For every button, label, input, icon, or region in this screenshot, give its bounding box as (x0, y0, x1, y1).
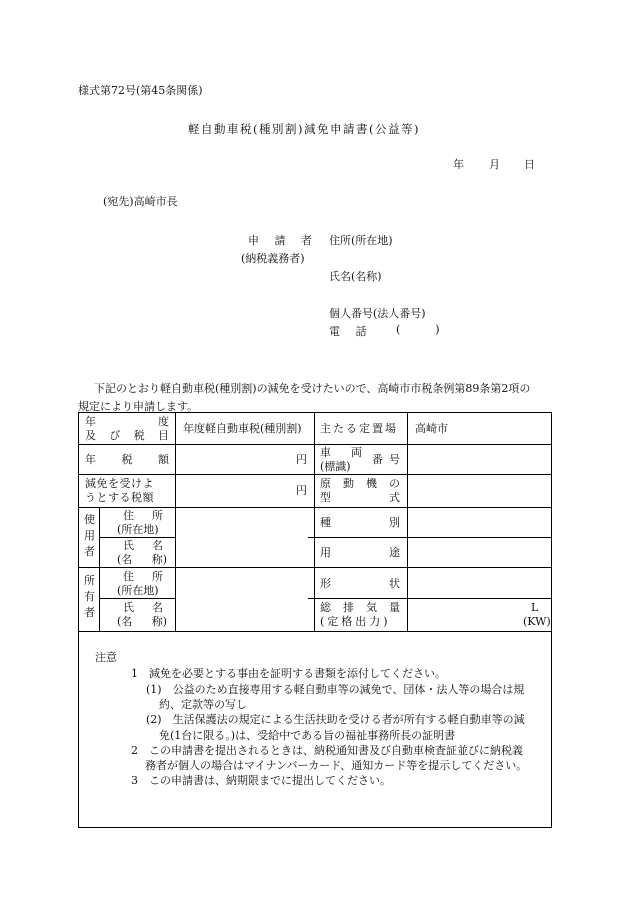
engine-label-1: 原 動 機 の (320, 477, 400, 490)
rated-output-label: (定格出力) (320, 615, 391, 628)
owner-shape-label: 形 状 (320, 577, 400, 590)
intro-line-1: 下記のとおり軽自動車税(種別割)の減免を受けたいので、高崎市市税条例第89条第2項の (94, 382, 531, 395)
vehicle-no-label-3: 番 号 (372, 453, 400, 466)
tax-item-label: 及 び 税 目 (85, 429, 169, 442)
location-value: 高崎市 (415, 422, 448, 435)
notes-heading: 注意 (95, 651, 117, 664)
note-line-8: 3 この申請書は、納期限までに提出してください。 (131, 774, 391, 787)
vehicle-no-label-1: 車 両 (320, 446, 362, 459)
note-line-1: 1 減免を必要とする事由を証明する書類を添付してください。 (131, 667, 446, 680)
user-address-sub: (所在地) (117, 523, 159, 536)
engine-label-2: 型 式 (320, 491, 400, 504)
note-line-4: (2) 生活保護法の規定による生活扶助を受ける者が所有する軽自動車等の減 (146, 713, 525, 726)
addressee: (宛先)高崎市長 (103, 195, 178, 208)
applicant-phone: 電 話 (329, 325, 373, 338)
reduction-label-1: 減免を受けよ (85, 477, 154, 490)
applicant-phone-parens: ( ) (396, 323, 440, 336)
date-month: 月 (489, 158, 500, 171)
intro-line-2: 規定により申請します。 (78, 400, 199, 413)
unit-l: L (531, 601, 539, 614)
tax-item-value: 年度軽自動車税(種別割) (183, 422, 302, 435)
owner-address-sub: (所在地) (117, 584, 159, 597)
date-day: 日 (524, 158, 535, 171)
page-title: 軽自動車税(種別割)減免申請書(公益等) (188, 122, 420, 136)
user-address-label: 住 所 (123, 509, 163, 522)
applicant-name: 氏名(名称) (329, 270, 382, 283)
note-line-7: 務者が個人の場合はマイナンバーカード、通知カード等を提示してください。 (145, 759, 528, 772)
applicant-label-sub: (納税義務者) (241, 252, 305, 265)
tax-amount-yen: 円 (296, 453, 307, 466)
form-number: 様式第72号(第45条関係) (78, 84, 203, 97)
note-line-6: 2 この申請書を提出されるときは、納税通知書及び自動車検査証並びに納税義 (131, 744, 523, 757)
application-table (78, 412, 552, 828)
applicant-address: 住所(所在地) (329, 234, 393, 247)
user-name-sub: (名 称) (117, 553, 167, 566)
date-year: 年 (453, 158, 464, 171)
tax-amount-label: 年 税 額 (85, 453, 169, 466)
user-label: 使 用 者 (84, 513, 95, 558)
user-name-label: 氏 名 (123, 539, 163, 552)
owner-name-sub: (名 称) (117, 615, 167, 628)
displacement-label: 総 排 気 量 (320, 601, 400, 614)
owner-address-label: 住 所 (123, 570, 163, 583)
vehicle-no-label-2: (標識) (320, 460, 351, 473)
user-type-label: 種 別 (320, 516, 400, 529)
applicant-id-number: 個人番号(法人番号) (329, 307, 426, 320)
owner-label: 所 有 者 (84, 574, 95, 619)
reduction-yen: 円 (296, 484, 307, 497)
note-line-2: (1) 公益のため直接専用する軽自動車等の減免で、団体・法人等の場合は規 (146, 683, 525, 696)
note-line-5: 免(1台に限る。)は、受給中である旨の福祉事務所長の証明書 (159, 729, 456, 742)
applicant-label: 申 請 者 (248, 234, 318, 247)
location-label: 主たる定置場 (320, 422, 398, 435)
user-use-label: 用 途 (320, 546, 400, 559)
reduction-label-2: うとする税額 (85, 491, 154, 504)
owner-name-label: 氏 名 (123, 601, 163, 614)
unit-kw: (KW) (523, 615, 551, 628)
note-line-3: 約、定款等の写し (159, 698, 247, 711)
year-label: 年 度 (85, 415, 169, 428)
